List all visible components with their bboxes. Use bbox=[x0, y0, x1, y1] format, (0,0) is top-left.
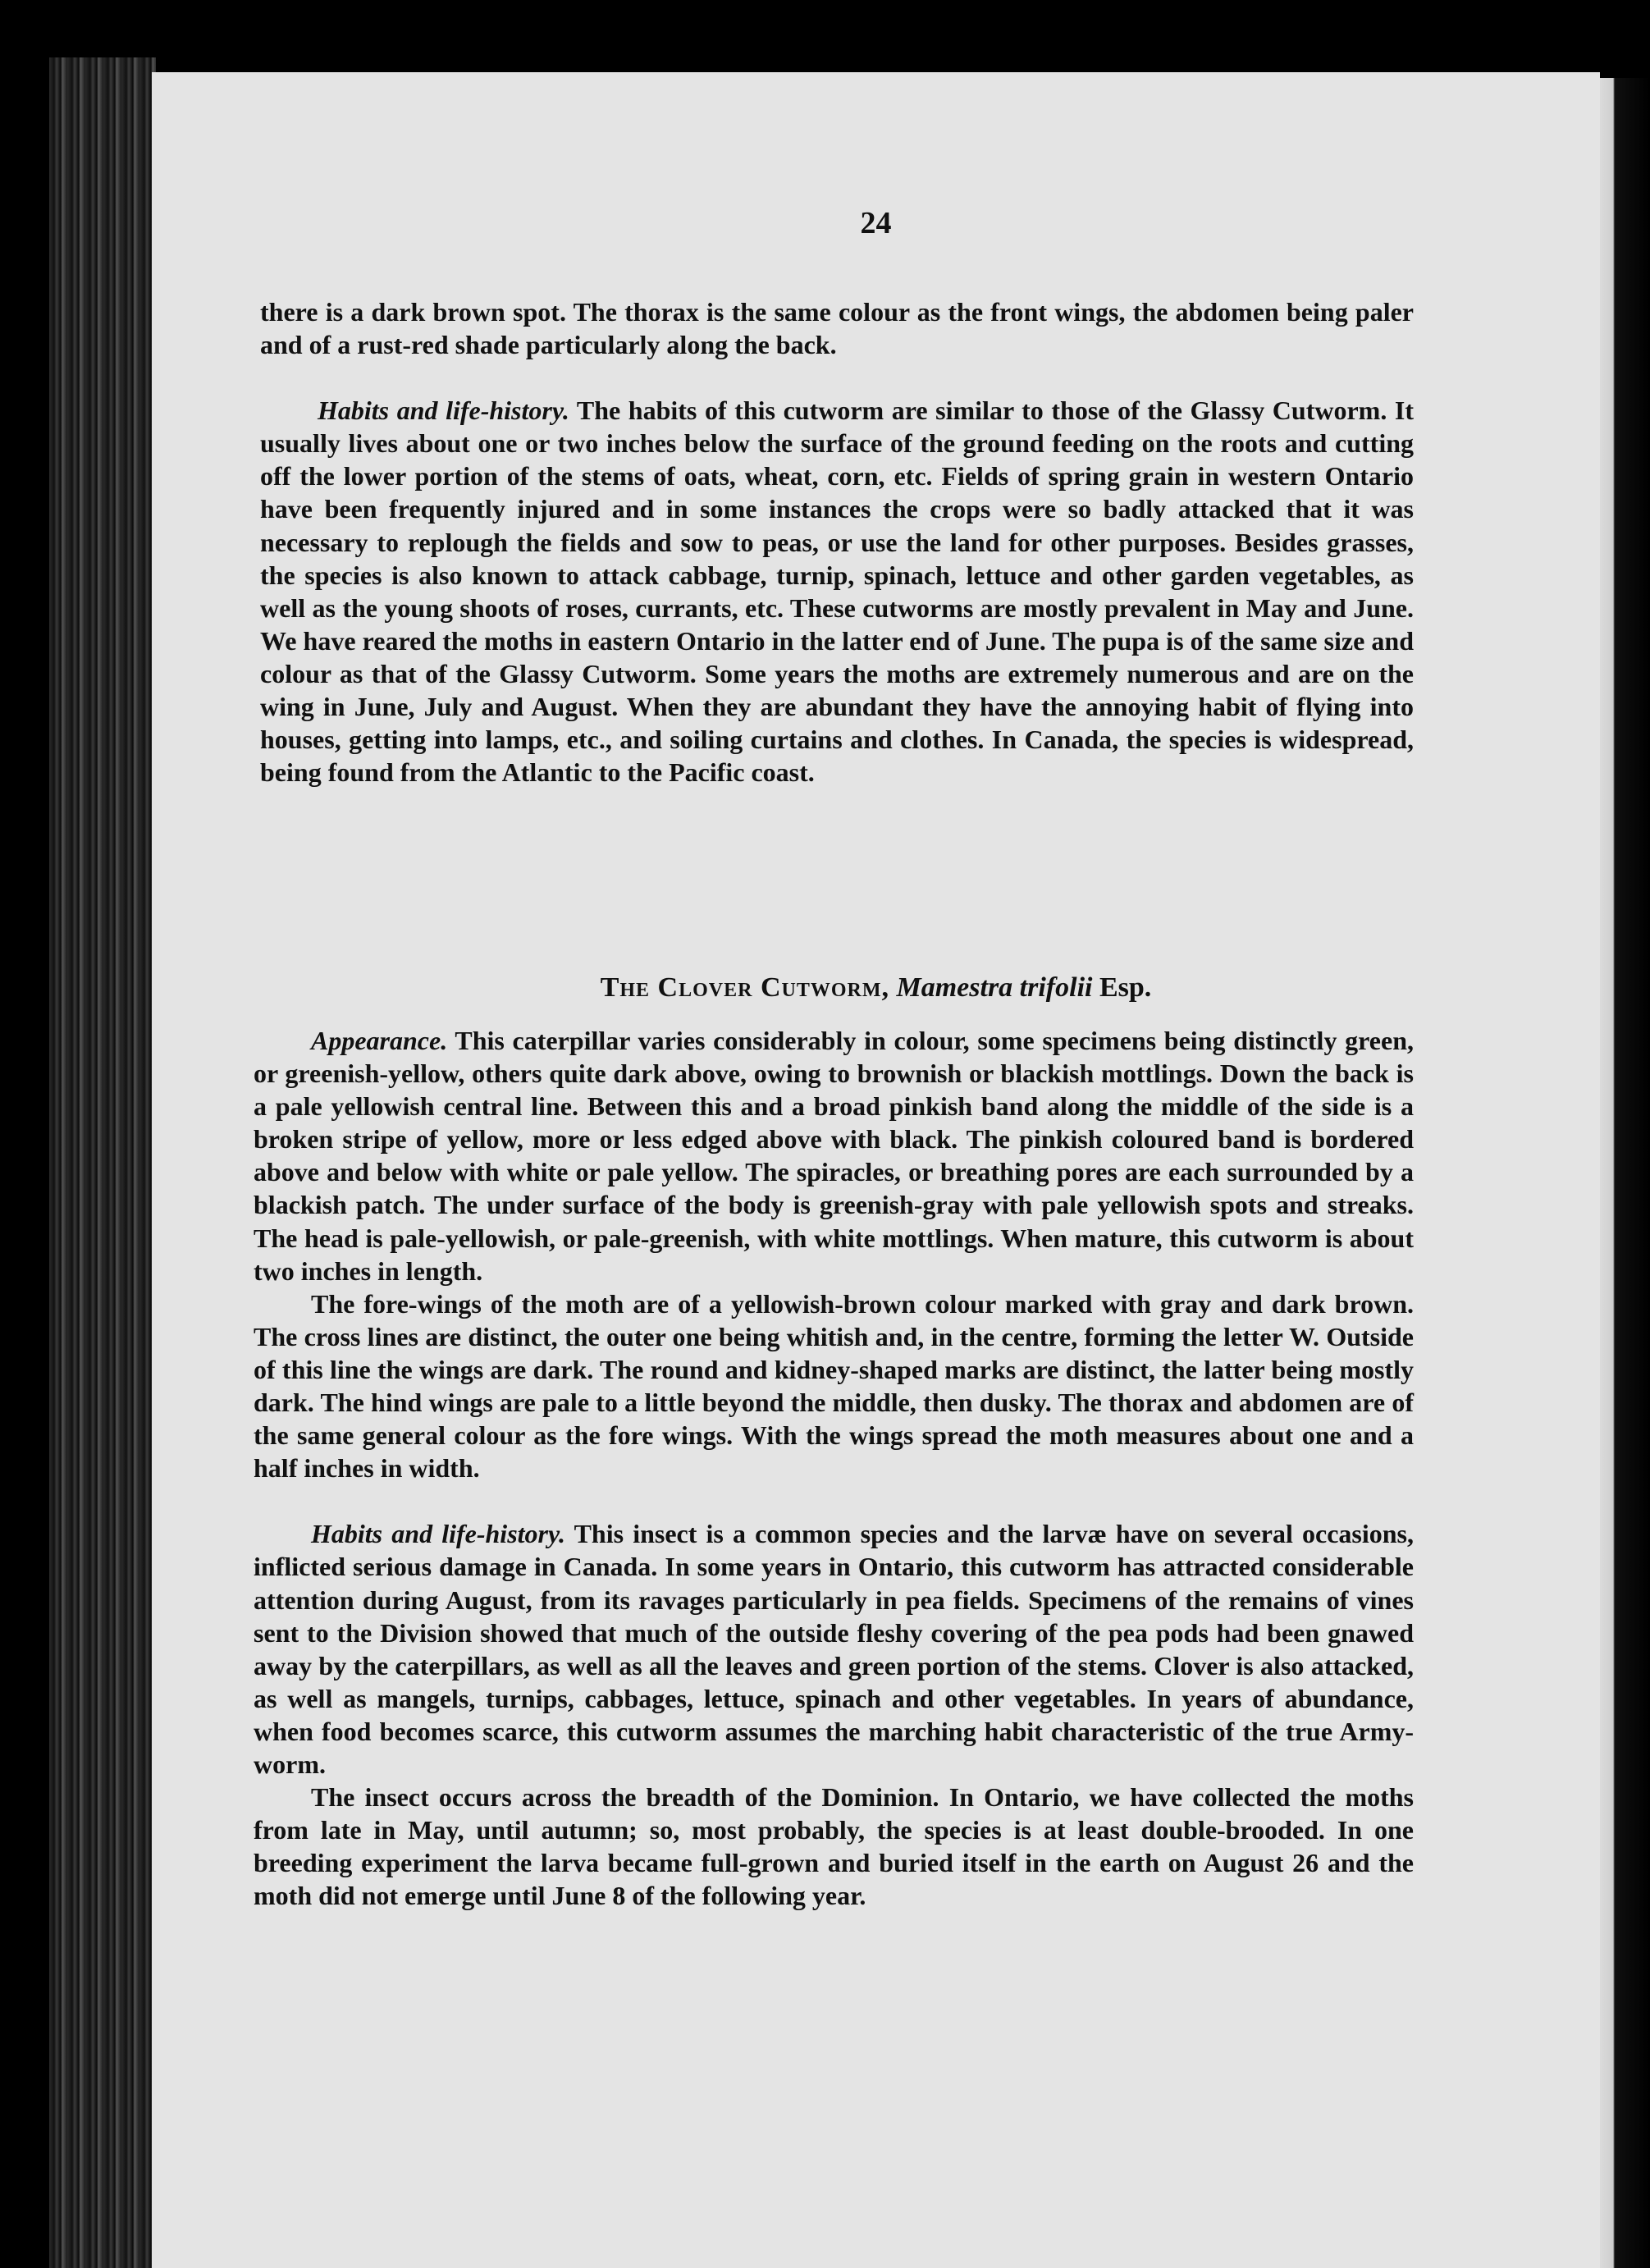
paragraph-appearance bbox=[254, 1024, 1414, 1287]
paragraph-habits-1 bbox=[260, 394, 1414, 789]
paragraph-heading: Habits and life-history. bbox=[318, 396, 569, 426]
paragraph-text: The habits of this cutworm are similar to those of the Glassy Cutworm. It usually lives about one or two inches below the surface of the ground feeding on the roots and cutting off the lower portion of the stems of oats, wheat, corn, etc. Fields of spring grain in western Ontario have been frequently injured and in some instances the crops were so badly attacked that it was necessary to replough the fields and sow to peas, or use the land for other purposes. Besides grasses, the species is also known to attack cabbage, turnip, spinach, lettuce and other garden vegetables, as well as the young shoots of roses, currants, etc. These cutworms are mostly prevalent in May and June. We have reared the moths in eastern Ontario in the latter end of June. The pupa is of the same size and colour as that of the Glassy Cutworm. Some years the moths are extremely numerous and are on the wing in June, July and August. When they are abundant they have the annoying habit of flying into houses, getting into lamps, etc., and soiling curtains and clothes. In Canada, the species is widespread, being found from the Atlantic to the Pacific coast. bbox=[260, 396, 1415, 788]
book-spine bbox=[49, 57, 156, 2268]
paragraph-fore-wings: The fore-wings of the moth are of a yellowish-brown colour marked with gray and dark brown. The cross lines are distinct, the outer one being whitish and, in the centre, forming the letter W. Outside of this line the wings are dark. The round and kidney-shaped marks are distinct, the latter being mostly dark. The hind wings are pale to a little beyond the middle, then dusky. The thorax and abdomen are of the same general colour as the fore wings. With the wings spread the moth measures about one and a half inches in width. bbox=[254, 1288, 1414, 1484]
paragraph-continued: there is a dark brown spot. The thorax is the same colour as the front wings, the abdomen being paler and of a rust-red shade particularly along the back. bbox=[260, 297, 1414, 360]
section-title bbox=[152, 972, 1600, 1004]
paragraph-text: This caterpillar varies considerably in colour, some specimens being distinctly green, or greenish-yellow, others quite dark above, owing to brownish or blackish mottlings. Down the back is a pale yellowish central line. Between this and a broad pinkish band along the middle of the side is a broken stripe of yellow, more or less edged above with black. The pinkish coloured band is bordered above and below with white or pale yellow. The spiracles, or breathing pores are each surrounded by a blackish patch. The under surface of the body is greenish-gray with pale yellowish spots and streaks. The head is pale-yellowish, or pale-greenish, with white mottlings. When mature, this cutworm is about two inches in length. bbox=[254, 1026, 1414, 1286]
paragraph-habits-2 bbox=[254, 1517, 1414, 1781]
upper-text-block bbox=[260, 295, 1414, 789]
section-title-latin: Mamestra trifolii bbox=[896, 972, 1093, 1003]
page-number: 24 bbox=[860, 206, 892, 240]
facing-page-edge bbox=[1598, 78, 1650, 2268]
book-page bbox=[152, 72, 1600, 2268]
paragraph-dominion: The insect occurs across the breadth of the Dominion. In Ontario, we have collected the moths from late in May, until autumn; so, most probably, the species is at least double-brooded. In one breeding experiment the larva became full-grown and buried itself in the earth on August 26 and the moth did not emerge until June 8 of the following year. bbox=[254, 1782, 1414, 1911]
section-title-author: Esp. bbox=[1099, 972, 1152, 1003]
paragraph-text: This insect is a common species and the larvæ have on several occasions, inflicted serious damage in Canada. In some years in Ontario, this cutworm has attracted considerable attention during August, from its ravages particularly in pea fields. Specimens of the remains of vines sent to the Division showed that much of the outside fleshy covering of the pea pods had been gnawed away by the caterpillars, as well as all the leaves and green portion of the stems. Clover is also attacked, as well as mangels, turnips, cabbages, lettuce, spinach and other vegetables. In years of abundance, when food becomes scarce, this cutworm assumes the marching habit characteristic of the true Army-worm. bbox=[254, 1519, 1414, 1779]
section-title-common: The Clover Cutworm, bbox=[600, 972, 889, 1003]
paragraph-heading: Appearance. bbox=[311, 1026, 448, 1055]
lower-text-block bbox=[254, 1024, 1414, 1912]
paragraph-heading: Habits and life-history. bbox=[311, 1519, 565, 1549]
